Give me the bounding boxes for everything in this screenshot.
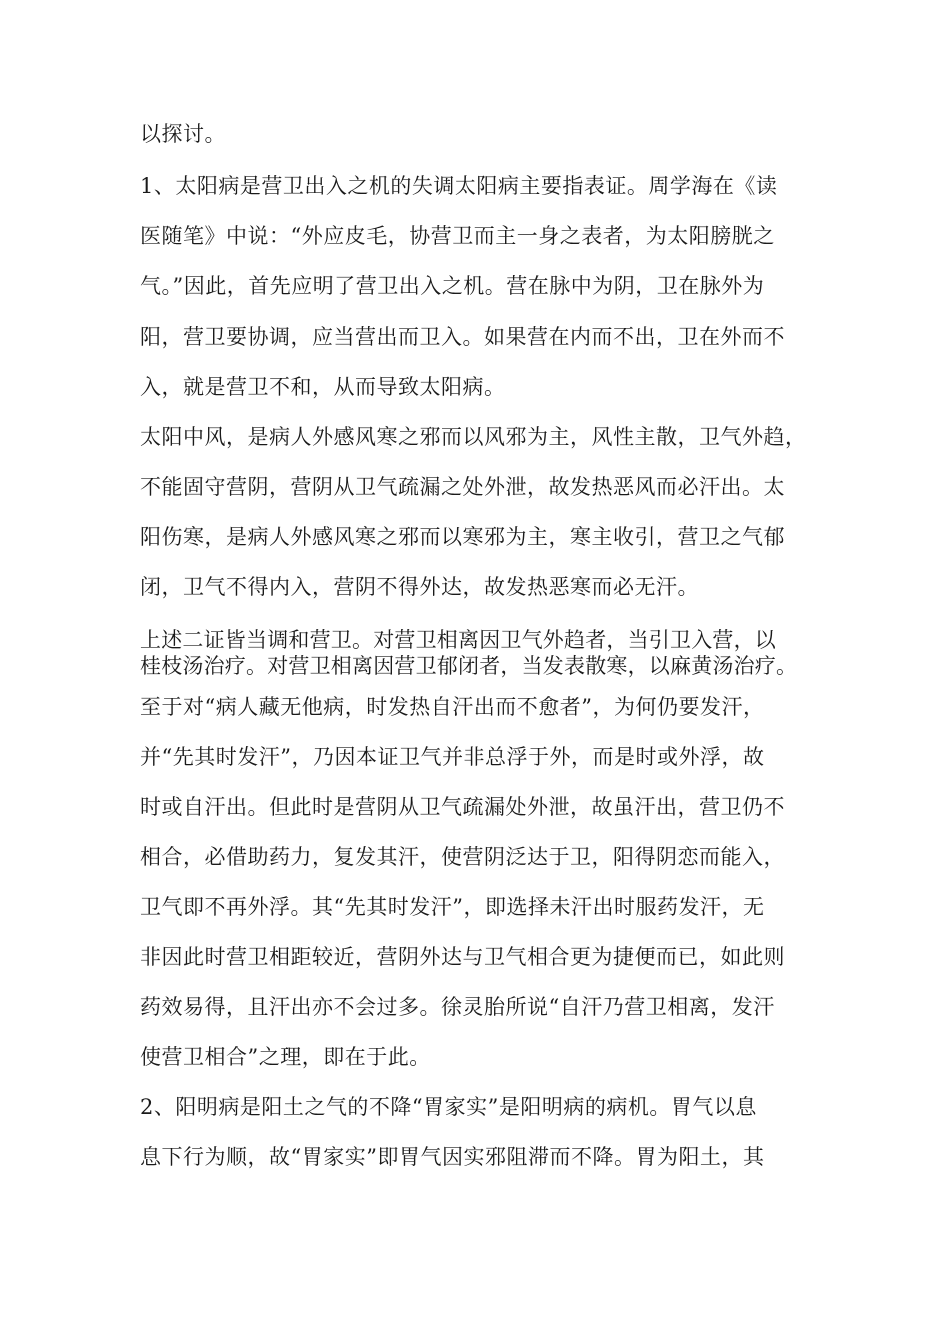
text-line: 1、太阳病是营卫出入之机的失调太阳病主要指表证。周学海在《读 xyxy=(140,174,778,198)
text-line: 非因此时营卫相距较近，营阴外达与卫气相合更为捷便而已，如此则 xyxy=(140,945,785,969)
text-line: 卫气即不再外浮。其“先其时发汗”，即选择未汗出时服药发汗，无 xyxy=(140,895,765,919)
text-line: 至于对“病人藏无他病，时发热自汗出而不愈者”，为何仍要发汗， xyxy=(140,695,765,719)
text-line: 时或自汗出。但此时是营阴从卫气疏漏处外泄，故虽汗出，营卫仍不 xyxy=(140,795,785,819)
text-line: 气。”因此，首先应明了营卫出入之机。营在脉中为阴，卫在脉外为 xyxy=(140,274,765,298)
text-line: 医随笔》中说：“外应皮毛，协营卫而主一身之表者，为太阳膀胱之 xyxy=(140,224,775,248)
text-line: 息下行为顺，故“胃家实”即胃气因实邪阻滞而不降。胃为阳土，其 xyxy=(140,1145,765,1169)
text-line: 太阳中风，是病人外感风寒之邪而以风邪为主，风性主散，卫气外趋， xyxy=(140,425,807,449)
text-line: 桂枝汤治疗。对营卫相离因营卫郁闭者，当发表散寒，以麻黄汤治疗。 xyxy=(140,654,798,678)
text-line: 使营卫相合”之理，即在于此。 xyxy=(140,1045,431,1069)
text-line: 2、阳明病是阳土之气的不降“胃家实”是阳明病的病机。胃气以息 xyxy=(140,1095,757,1119)
text-line: 阳，营卫要协调，应当营出而卫入。如果营在内而不出，卫在外而不 xyxy=(140,325,785,349)
text-line: 闭，卫气不得内入，营阴不得外达，故发热恶寒而必无汗。 xyxy=(140,575,699,599)
text-line: 并“先其时发汗”，乃因本证卫气并非总浮于外，而是时或外浮，故 xyxy=(140,745,765,769)
text-line: 入，就是营卫不和，从而导致太阳病。 xyxy=(140,375,506,399)
text-line: 药效易得，且汗出亦不会过多。徐灵胎所说“自汗乃营卫相离，发汗 xyxy=(140,995,775,1019)
text-line: 以探讨。 xyxy=(140,122,226,146)
text-line: 阳伤寒，是病人外感风寒之邪而以寒邪为主，寒主收引，营卫之气郁 xyxy=(140,525,785,549)
text-line: 相合，必借助药力，复发其汗，使营阴泛达于卫，阳得阴恋而能入， xyxy=(140,845,785,869)
text-line: 上述二证皆当调和营卫。对营卫相离因卫气外趋者，当引卫入营，以 xyxy=(140,628,776,652)
text-line: 不能固守营阴，营阴从卫气疏漏之处外泄，故发热恶风而必汗出。太 xyxy=(140,475,785,499)
